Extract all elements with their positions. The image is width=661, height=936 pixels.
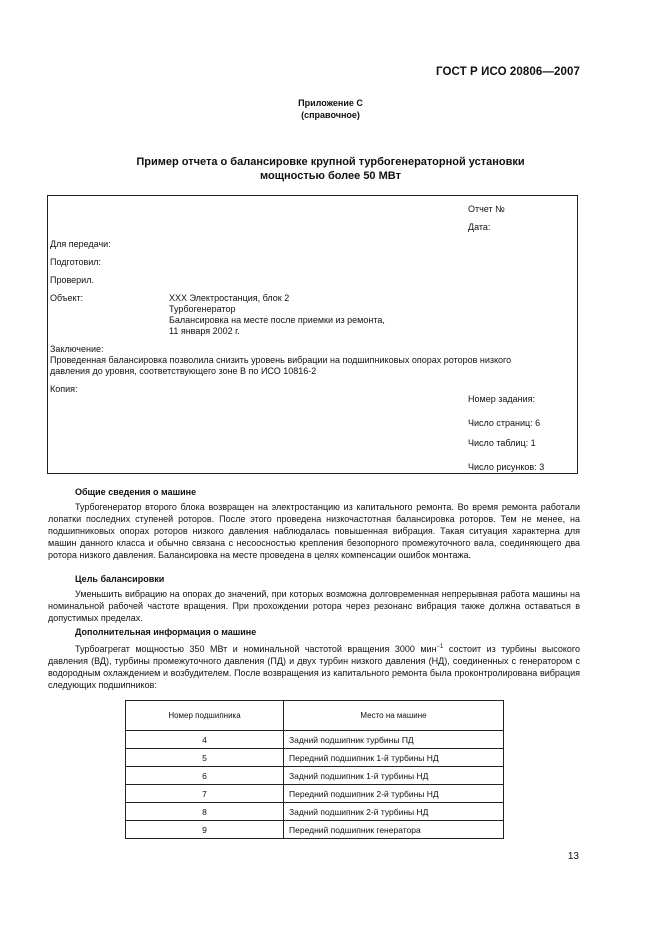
document-title <box>0 155 661 183</box>
extra-text-part-b: состоит из турбины высокого давления (ВД), турбины промежуточного давления (ПД) и двух турбин низкого давления (НД), соединенных с генератором с водородным охлаждением и возбудителем. После возвращения из капитального ремонта была проконтролирована вибрация следующих подшипников: <box>48 644 580 690</box>
bearing-location: Передний подшипник 1-й турбины НД <box>284 749 504 767</box>
general-info-text <box>48 501 580 561</box>
copy-label: Копия: <box>50 384 78 394</box>
table-row <box>126 731 504 749</box>
recipient-label: Для передачи: <box>50 239 111 249</box>
table-row <box>126 749 504 767</box>
report-date-label: Дата: <box>468 222 491 232</box>
prepared-by-label: Подготовил: <box>50 257 102 267</box>
bearing-number: 5 <box>126 749 284 767</box>
general-info-paragraph: Турбогенератор второго блока возвращен на электростанцию из капитального ремонта. Во время ремонта работали лопатки последних ступеней роторов. После этого проведена низкочастотная балансировка роторов. Тем не менее, на подшипниковых опорах роторов низкого давления наблюдалась повышенная вибрация. Такая ситуация характерна для машин данного класса и обычно связана с несоосностью крепления безопорного промежуточного вала, соединяющего два ротора низкого давления. Балансировка на месте проведена в целях компенсации ошибок монтажа. <box>48 502 580 560</box>
bearing-location: Передний подшипник генератора <box>284 821 504 839</box>
column-header: Место на машине <box>284 701 504 731</box>
bearing-table <box>125 700 504 839</box>
goal-paragraph: Уменьшить вибрацию на опорах до значений, при которых возможна долговременная непрерывная работа машины на номинальной рабочей частоте вращения. При прохождении ротора через резонанс вибрация также должна оставаться в допустимых пределах. <box>48 589 580 623</box>
bearing-number: 4 <box>126 731 284 749</box>
table-row <box>126 785 504 803</box>
bearing-location: Задний подшипник турбины ПД <box>284 731 504 749</box>
bearing-location: Задний подшипник 2-й турбины НД <box>284 803 504 821</box>
column-header: Номер подшипника <box>126 701 284 731</box>
page-count: Число страниц: 6 <box>468 418 541 428</box>
bearing-number: 8 <box>126 803 284 821</box>
goal-text <box>48 588 580 624</box>
page-number: 13 <box>567 851 579 862</box>
table-header-row <box>126 701 504 731</box>
table-row <box>126 767 504 785</box>
report-number-label: Отчет № <box>468 204 505 214</box>
table-row <box>126 821 504 839</box>
bearing-number: 9 <box>126 821 284 839</box>
conclusion-line: давления до уровня, соответствующего зоне В по ИСО 10816-2 <box>50 366 317 376</box>
extra-info-paragraph <box>48 641 580 691</box>
task-number-label: Номер задания: <box>468 394 535 404</box>
annex-note: (справочное) <box>301 110 360 120</box>
bearing-location: Передний подшипник 2-й турбины НД <box>284 785 504 803</box>
object-line: Балансировка на месте после приемки из ремонта, <box>169 315 385 325</box>
extra-info-heading: Дополнительная информация о машине <box>75 627 257 637</box>
bearing-number: 6 <box>126 767 284 785</box>
title-line-2: мощностью более 50 МВт <box>260 170 401 182</box>
checked-by-label: Проверил. <box>50 275 94 285</box>
object-label: Объект: <box>50 293 84 303</box>
bearing-location: Задний подшипник 1-й турбины НД <box>284 767 504 785</box>
extra-info-text <box>48 641 580 691</box>
conclusion-label: Заключение: <box>50 344 104 354</box>
goal-heading: Цель балансировки <box>75 574 165 584</box>
bearing-number: 7 <box>126 785 284 803</box>
standard-code: ГОСТ Р ИСО 20806—2007 <box>435 66 580 78</box>
unit-exponent: −1 <box>436 644 444 650</box>
report-form <box>47 195 578 474</box>
extra-text-part-a: Турбоагрегат мощностью 350 МВт и номинальной частотой вращения 3000 мин <box>75 644 437 654</box>
general-info-heading: Общие сведения о машине <box>75 487 197 497</box>
conclusion-line: Проведенная балансировка позволила снизить уровень вибрации на подшипниковых опорах роторов низкого <box>50 355 512 365</box>
table-row <box>126 803 504 821</box>
object-line: XXX Электростанция, блок 2 <box>169 293 290 303</box>
table-count: Число таблиц: 1 <box>468 438 536 448</box>
object-line: 11 января 2002 г. <box>169 326 240 336</box>
annex-heading <box>0 97 661 121</box>
figure-count: Число рисунков: 3 <box>468 462 545 472</box>
title-line-1: Пример отчета о балансировке крупной турбогенераторной установки <box>136 156 525 168</box>
annex-title: Приложение С <box>298 98 363 108</box>
object-line: Турбогенератор <box>169 304 236 314</box>
